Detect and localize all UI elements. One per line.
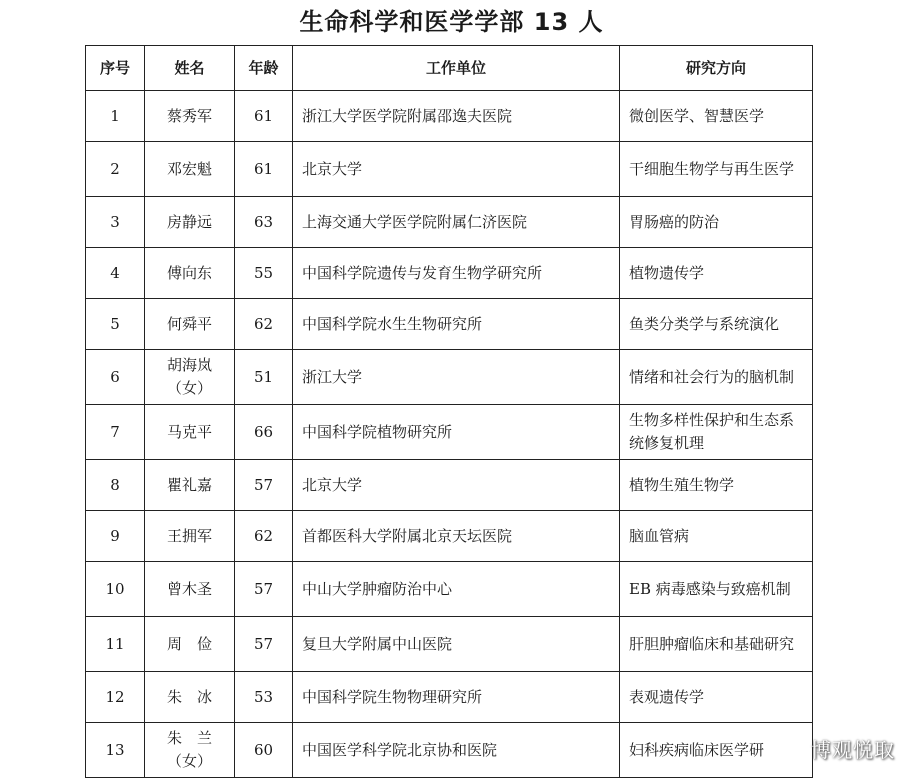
cell-age: 63 [235, 197, 293, 248]
cell-name [145, 562, 235, 617]
cell-name [145, 723, 235, 778]
table-row [86, 723, 813, 778]
table-row [86, 562, 813, 617]
cell-field: 胃肠癌的防治 [620, 197, 813, 248]
cell-name [145, 511, 235, 562]
cell-age: 66 [235, 405, 293, 460]
table-body [86, 91, 813, 778]
header-row [86, 46, 813, 91]
cell-age: 57 [235, 460, 293, 511]
name-line: （女） [166, 379, 212, 397]
cell-index: 3 [86, 197, 145, 248]
cell-name [145, 672, 235, 723]
cell-index: 8 [86, 460, 145, 511]
cell-field: EB 病毒感染与致癌机制 [620, 562, 813, 617]
cell-unit: 中山大学肿瘤防治中心 [293, 562, 620, 617]
table-row [86, 197, 813, 248]
table-row [86, 299, 813, 350]
header-age: 年龄 [235, 46, 293, 91]
cell-field: 肝胆肿瘤临床和基础研究 [620, 617, 813, 672]
table-row [86, 460, 813, 511]
cell-field: 妇科疾病临床医学研 [620, 723, 813, 778]
cell-field: 情绪和社会行为的脑机制 [620, 350, 813, 405]
cell-field: 生物多样性保护和生态系统修复机理 [620, 405, 813, 460]
name-line: 胡海岚 [166, 356, 212, 374]
cell-index: 1 [86, 91, 145, 142]
cell-unit: 北京大学 [293, 142, 620, 197]
cell-unit: 中国科学院遗传与发育生物学研究所 [293, 248, 620, 299]
table-row [86, 405, 813, 460]
name-line: （女） [166, 752, 212, 770]
cell-unit: 中国科学院水生生物研究所 [293, 299, 620, 350]
cell-unit: 浙江大学 [293, 350, 620, 405]
table-row [86, 617, 813, 672]
cell-age: 51 [235, 350, 293, 405]
name-line: 瞿礼嘉 [166, 475, 212, 494]
cell-field: 微创医学、智慧医学 [620, 91, 813, 142]
name-line: 周 俭 [166, 634, 212, 653]
cell-index: 10 [86, 562, 145, 617]
header-field: 研究方向 [620, 46, 813, 91]
cell-index: 5 [86, 299, 145, 350]
name-line: 王拥军 [166, 526, 212, 545]
name-line: 曾木圣 [166, 579, 212, 598]
cell-name [145, 350, 235, 405]
cell-age: 55 [235, 248, 293, 299]
cell-name [145, 91, 235, 142]
cell-unit: 北京大学 [293, 460, 620, 511]
table-row [86, 672, 813, 723]
cell-field: 脑血管病 [620, 511, 813, 562]
cell-name [145, 617, 235, 672]
cell-age: 61 [235, 142, 293, 197]
cell-age: 62 [235, 511, 293, 562]
name-line: 朱 冰 [166, 687, 212, 706]
cell-index: 4 [86, 248, 145, 299]
cell-age: 60 [235, 723, 293, 778]
page-title: 生命科学和医学学部 13 人 [299, 8, 604, 36]
cell-field: 植物生殖生物学 [620, 460, 813, 511]
cell-age: 57 [235, 562, 293, 617]
cell-age: 62 [235, 299, 293, 350]
cell-name [145, 460, 235, 511]
cell-field: 鱼类分类学与系统演化 [620, 299, 813, 350]
table-row [86, 91, 813, 142]
cell-field: 植物遗传学 [620, 248, 813, 299]
cell-name [145, 248, 235, 299]
cell-name [145, 142, 235, 197]
cell-age: 61 [235, 91, 293, 142]
cell-index: 9 [86, 511, 145, 562]
members-table [85, 45, 813, 778]
name-line: 邓宏魁 [166, 159, 212, 178]
cell-index: 13 [86, 723, 145, 778]
table-row [86, 511, 813, 562]
cell-index: 6 [86, 350, 145, 405]
cell-index: 12 [86, 672, 145, 723]
name-line: 蔡秀军 [166, 106, 212, 125]
cell-field: 表观遗传学 [620, 672, 813, 723]
name-line: 傅向东 [166, 263, 212, 282]
cell-unit: 中国医学科学院北京协和医院 [293, 723, 620, 778]
name-line: 房静远 [166, 212, 212, 231]
cell-age: 57 [235, 617, 293, 672]
cell-unit: 首都医科大学附属北京天坛医院 [293, 511, 620, 562]
cell-name [145, 197, 235, 248]
name-line: 何舜平 [166, 314, 212, 333]
header-name: 姓名 [145, 46, 235, 91]
table-row [86, 248, 813, 299]
cell-name [145, 405, 235, 460]
cell-unit: 复旦大学附属中山医院 [293, 617, 620, 672]
cell-unit: 上海交通大学医学院附属仁济医院 [293, 197, 620, 248]
header-index: 序号 [86, 46, 145, 91]
header-unit: 工作单位 [293, 46, 620, 91]
cell-index: 11 [86, 617, 145, 672]
cell-unit: 中国科学院植物研究所 [293, 405, 620, 460]
cell-unit: 中国科学院生物物理研究所 [293, 672, 620, 723]
cell-field: 干细胞生物学与再生医学 [620, 142, 813, 197]
watermark: 博观悦取 [811, 738, 895, 762]
cell-name [145, 299, 235, 350]
cell-index: 7 [86, 405, 145, 460]
name-line: 马克平 [166, 422, 212, 441]
name-line: 朱 兰 [166, 729, 212, 747]
cell-unit: 浙江大学医学院附属邵逸夫医院 [293, 91, 620, 142]
table-row [86, 350, 813, 405]
table-row [86, 142, 813, 197]
cell-index: 2 [86, 142, 145, 197]
cell-age: 53 [235, 672, 293, 723]
